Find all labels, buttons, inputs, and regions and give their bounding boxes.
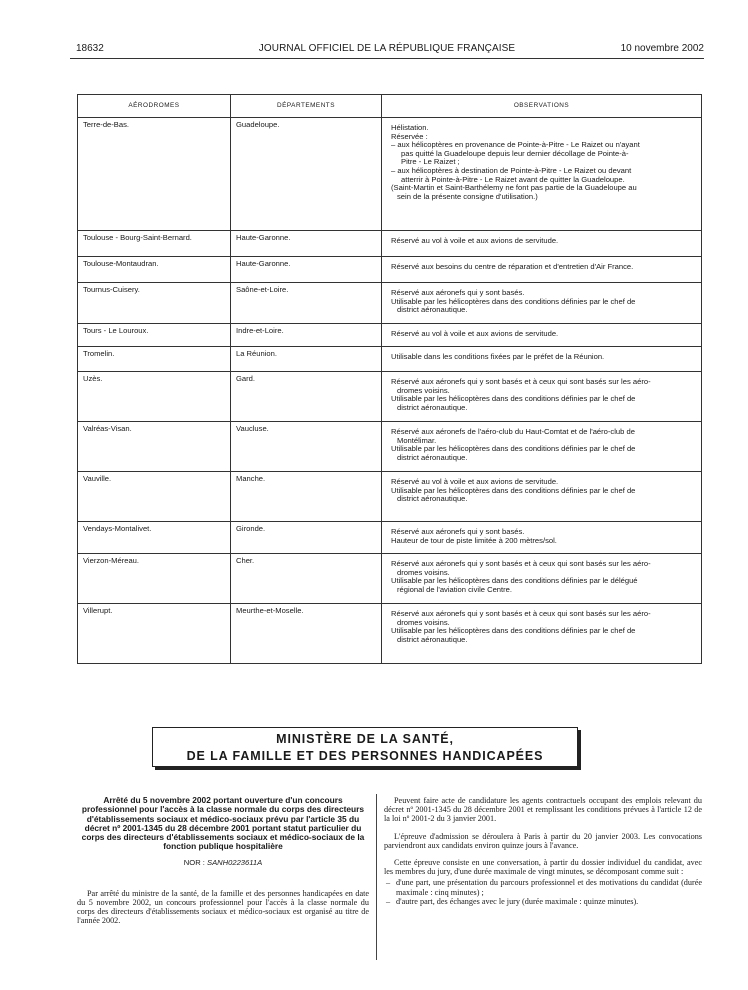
aerodrome-cell: Villerupt. — [78, 604, 231, 664]
observation-line: district aéronautique. — [397, 452, 468, 462]
observation-line: district aéronautique. — [397, 402, 468, 412]
aerodrome-cell: Uzès. — [78, 372, 231, 422]
observation-line: Réservé au vol à voile et aux avions de servitude. — [391, 236, 559, 245]
aerodrome-cell: Tours - Le Louroux. — [78, 324, 231, 347]
observations-cell — [382, 257, 702, 283]
column-header-departements: DÉPARTEMENTS — [231, 95, 382, 118]
observations-cell — [382, 522, 702, 554]
observation-line: dromes voisins. — [397, 385, 450, 395]
observation-line: (Saint-Martin et Saint-Barthélemy ne font pas partie de la Guadeloupe au — [391, 183, 637, 193]
column-header-aerodromes: AÉRODROMES — [78, 95, 231, 118]
column-header-observations: OBSERVATIONS — [382, 95, 702, 118]
right-paragraph-3: Cette épreuve consiste en une conversation, à partir du dossier individuel du candidat, avec les membres du jury, d'une durée maximale de vingt minutes, se décomposant comme suit : — [384, 858, 702, 877]
observation-line: Utilisable par les hélicoptères dans des conditions définies par le chef de — [391, 394, 636, 404]
observation-line: Réservé aux aéronefs qui y sont basés et à ceux qui sont basés sur les aéro- — [391, 559, 651, 568]
list-item-text: d'autre part, des échanges avec le jury (durée maximale : quinze minutes). — [396, 896, 639, 906]
aerodrome-cell: Vendays-Montalivet. — [78, 522, 231, 554]
left-paragraph: Par arrêté du ministre de la santé, de la famille et des personnes handicapées en date du 5 novembre 2002, un concours professionnel pour l'accès à la classe normale du corps des directeurs d'établissements sociaux et médico-sociaux est organisé au titre de l'année 2002. — [77, 888, 369, 926]
observations-cell — [382, 118, 702, 231]
header-rule — [70, 58, 704, 59]
table-row — [78, 522, 702, 554]
table-row — [78, 604, 702, 664]
table-row — [78, 372, 702, 422]
ministry-line-1: MINISTÈRE DE LA SANTÉ, — [276, 732, 454, 746]
observation-line: Réservé aux aéronefs qui y sont basés et à ceux qui sont basés sur les aéro- — [391, 609, 651, 618]
nor-label: NOR : — [183, 857, 205, 867]
ministry-heading — [152, 727, 578, 767]
observation-line: Réservé aux aéronefs qui y sont basés. — [391, 527, 525, 536]
departement-cell: Vaucluse. — [231, 422, 382, 472]
observation-line: Réservée : — [391, 131, 428, 141]
list-item — [384, 897, 702, 906]
aerodrome-cell: Tournus-Cuisery. — [78, 283, 231, 324]
observation-line: district aéronautique. — [397, 634, 468, 644]
table-row — [78, 472, 702, 522]
departement-cell: Meurthe-et-Moselle. — [231, 604, 382, 664]
table-row — [78, 347, 702, 372]
departement-cell: Gard. — [231, 372, 382, 422]
observation-line: Utilisable par les hélicoptères dans des conditions définies par le délégué — [391, 576, 638, 586]
observations-cell — [382, 347, 702, 372]
observation-line: Réservé aux besoins du centre de réparation et d'entretien d'Air France. — [391, 262, 634, 271]
observation-line: sein de la présente consigne d'utilisation.) — [397, 191, 538, 201]
observation-line: dromes voisins. — [397, 567, 450, 577]
observation-line: régional de l'aviation civile Centre. — [397, 584, 512, 594]
table-row — [78, 554, 702, 604]
observations-cell — [382, 372, 702, 422]
journal-title: JOURNAL OFFICIEL DE LA RÉPUBLIQUE FRANÇAISE — [258, 43, 516, 54]
page-number: 18632 — [76, 43, 104, 54]
observation-line: Hélistation. — [391, 123, 429, 132]
departement-cell: Haute-Garonne. — [231, 257, 382, 283]
departement-cell: Haute-Garonne. — [231, 231, 382, 257]
dash-bullet: – — [386, 878, 391, 888]
observation-line: Réservé aux aéronefs qui y sont basés et à ceux qui sont basés sur les aéro- — [391, 377, 651, 386]
observations-cell — [382, 554, 702, 604]
observation-line: atterrir à Pointe-à-Pitre - Le Raizet avant de quitter la Guadeloupe. — [401, 174, 625, 184]
table-body — [78, 118, 702, 664]
table-row — [78, 283, 702, 324]
departement-cell: Gironde. — [231, 522, 382, 554]
column-divider — [376, 794, 377, 960]
departement-cell: Indre-et-Loire. — [231, 324, 382, 347]
aerodrome-cell: Toulouse-Montaudran. — [78, 257, 231, 283]
observation-line: Utilisable par les hélicoptères dans des conditions définies par le chef de — [391, 485, 636, 495]
right-paragraph-2: L'épreuve d'admission se déroulera à Paris à partir du 20 janvier 2003. Les convocations parviendront aux candidats environ quinze jours à l'avance. — [384, 831, 702, 850]
dash-bullet: – — [386, 896, 391, 906]
aerodromes-table — [77, 94, 702, 664]
observations-cell — [382, 283, 702, 324]
departement-cell: Manche. — [231, 472, 382, 522]
table-row — [78, 422, 702, 472]
observations-cell — [382, 604, 702, 664]
right-column — [384, 796, 702, 906]
arrete-title: Arrêté du 5 novembre 2002 portant ouverture d'un concours professionnel pour l'accès à la classe normale du corps des directeurs d'établissements sociaux et médico-sociaux prévu par l'article 35 du décret nº 2001-1345 du 28 décembre 2001 portant statut particulier du corps des directeurs d'établissements sociaux et médico-sociaux de la fonction publique hospitalière — [81, 795, 365, 852]
aerodrome-cell: Vauville. — [78, 472, 231, 522]
departement-cell: Cher. — [231, 554, 382, 604]
departement-cell: La Réunion. — [231, 347, 382, 372]
aerodrome-cell: Valréas-Visan. — [78, 422, 231, 472]
table-row — [78, 118, 702, 231]
observations-cell — [382, 422, 702, 472]
observation-line: Utilisable par les hélicoptères dans des conditions définies par le chef de — [391, 296, 636, 306]
table-row — [78, 231, 702, 257]
observation-line: Pitre - Le Raizet ; — [401, 157, 460, 167]
nor-reference — [77, 858, 369, 867]
table-row — [78, 324, 702, 347]
publication-date: 10 novembre 2002 — [620, 43, 704, 54]
left-column — [77, 796, 369, 926]
observations-cell — [382, 324, 702, 347]
aerodrome-cell: Toulouse - Bourg-Saint-Bernard. — [78, 231, 231, 257]
ministry-line-2: DE LA FAMILLE ET DES PERSONNES HANDICAPÉES — [186, 749, 544, 763]
nor-value: SANH0223611A — [207, 857, 263, 867]
observation-line: Réservé aux aéronefs qui y sont basés. — [391, 288, 525, 297]
table-header-row — [78, 95, 702, 118]
observations-cell — [382, 472, 702, 522]
observation-line: Utilisable dans les conditions fixées par le préfet de la Réunion. — [391, 352, 605, 361]
observation-line: dromes voisins. — [397, 617, 450, 627]
page-header — [70, 43, 704, 59]
table-row — [78, 257, 702, 283]
observation-line: pas quitté la Guadeloupe depuis leur dernier décollage de Pointe-à- — [401, 148, 629, 158]
observation-line: district aéronautique. — [397, 494, 468, 504]
list-item-text: d'une part, une présentation du parcours professionnel et des motivations du candidat (durée maximale : cinq minutes) ; — [396, 878, 702, 897]
observation-line: – aux hélicoptères en provenance de Pointe-à-Pitre - Le Raizet ou n'ayant — [391, 140, 640, 150]
observation-line: district aéronautique. — [397, 305, 468, 315]
observation-line: Utilisable par les hélicoptères dans des conditions définies par le chef de — [391, 444, 636, 454]
observation-line: Utilisable par les hélicoptères dans des conditions définies par le chef de — [391, 626, 636, 636]
aerodrome-cell: Tromelin. — [78, 347, 231, 372]
observation-line: Réservé au vol à voile et aux avions de servitude. — [391, 329, 559, 338]
observations-cell — [382, 231, 702, 257]
observation-line: Hauteur de tour de piste limitée à 200 mètres/sol. — [391, 535, 557, 545]
departement-cell: Guadeloupe. — [231, 118, 382, 231]
right-paragraph-1: Peuvent faire acte de candidature les agents contractuels occupant des emplois relevant du décret nº 2001-1345 du 28 décembre 2001 et remplissant les conditions prévues à l'article 12 de la loi nº 2001-2 du 3 janvier 2001. — [384, 796, 702, 824]
right-list — [384, 878, 702, 906]
observation-line: Montélimar. — [397, 435, 437, 445]
list-item — [384, 878, 702, 896]
departement-cell: Saône-et-Loire. — [231, 283, 382, 324]
observation-line: Réservé aux aéronefs de l'aéro-club du Haut-Comtat et de l'aéro-club de — [391, 427, 635, 436]
observation-line: Réservé au vol à voile et aux avions de servitude. — [391, 477, 559, 486]
aerodrome-cell: Terre-de-Bas. — [78, 118, 231, 231]
aerodrome-cell: Vierzon-Méreau. — [78, 554, 231, 604]
observation-line: – aux hélicoptères à destination de Pointe-à-Pitre - Le Raizet ou devant — [391, 165, 632, 175]
